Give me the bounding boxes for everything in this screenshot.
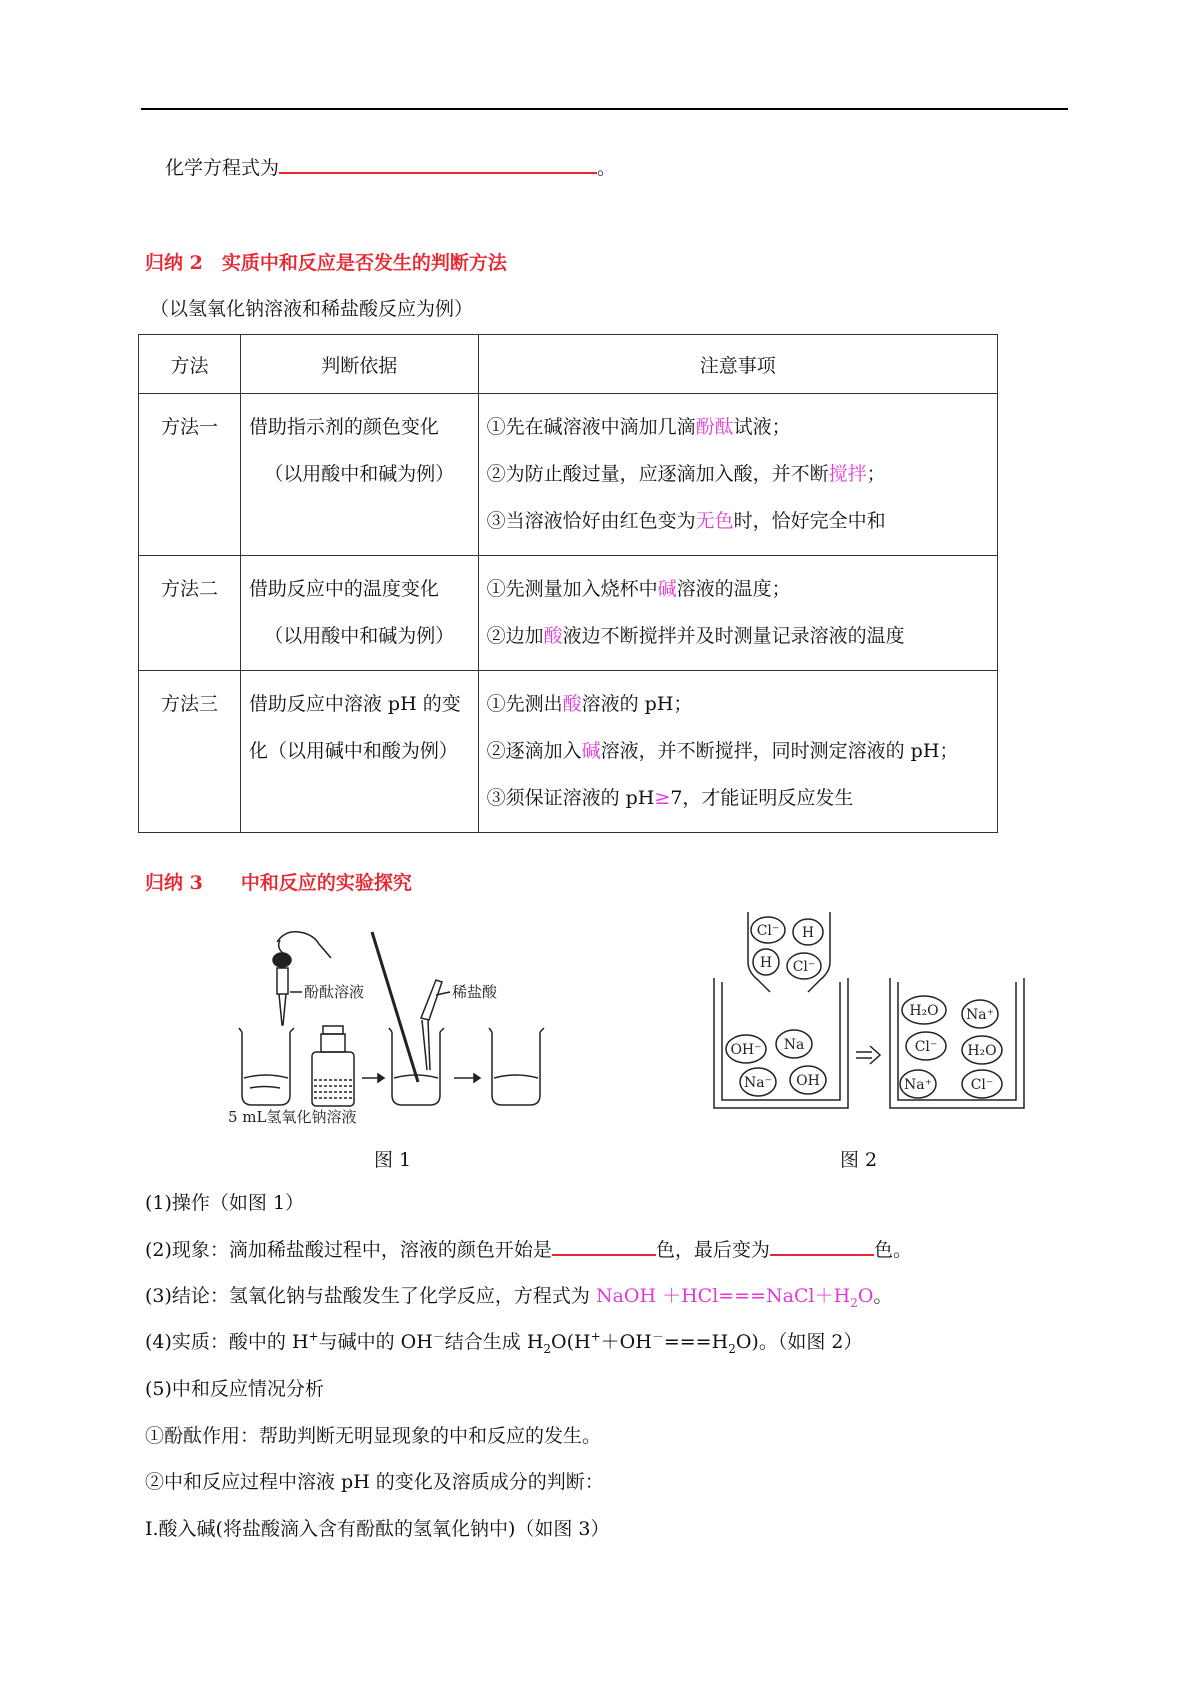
note-line: [487, 681, 989, 728]
note-highlight: 碱: [581, 740, 601, 762]
notes-cell: [478, 556, 997, 671]
arrow-icon: [474, 1074, 480, 1082]
ion-label: Na⁺: [966, 1007, 994, 1023]
section3-heading: 归纳 3 中和反应的实验探究: [145, 872, 412, 894]
note-text: ③当溶液恰好由红色变为: [486, 510, 696, 532]
methods-table: [138, 334, 998, 833]
note-highlight: 酸: [562, 693, 582, 715]
basis-line: 借助指示剂的颜色变化: [248, 416, 439, 438]
table-row: [139, 671, 998, 833]
note-text: ①先测量加入烧杯中: [486, 578, 658, 600]
section2-heading: 归纳 2 实质中和反应是否发生的判断方法: [145, 252, 507, 274]
conclusion-equation: NaOH $+HCl===NaCl+H_2O$: [595, 1285, 874, 1310]
note-text: 溶液的温度；: [676, 578, 791, 600]
note-text: ②边加: [486, 625, 544, 647]
section2-subtitle: （以氢氧化钠溶液和稀盐酸反应为例）: [150, 298, 474, 320]
header-basis: 判断依据: [240, 335, 478, 394]
note-line: [487, 728, 989, 775]
item-role: ①酚酞作用：帮助判断无明显现象的中和反应的发生。: [145, 1425, 602, 1447]
color-blank-1: [552, 1238, 656, 1256]
equation-blank: [279, 156, 597, 174]
figure-1-caption: 图 1: [374, 1149, 412, 1171]
basis-line: 借助反应中溶液 pH 的变: [248, 693, 461, 715]
header-method: 方法: [139, 335, 241, 394]
figure-2-ions: [712, 912, 1032, 1122]
ion-label: H₂O: [909, 1003, 939, 1019]
note-line: [487, 404, 989, 451]
note-highlight: 酸: [543, 625, 563, 647]
header-rule: [141, 108, 1068, 110]
item-operation: (1)操作（如图 1）: [145, 1192, 305, 1214]
ion-label: H: [801, 925, 815, 941]
note-text: 液边不断搅拌并及时测量记录溶液的温度: [562, 625, 905, 647]
note-text: ②为防止酸过量，应逐滴加入酸，并不断: [486, 463, 829, 485]
label-hcl: 稀盐酸: [452, 983, 498, 1001]
header-notes: 注意事项: [478, 335, 997, 394]
ion-label: Cl⁻: [756, 923, 780, 939]
note-text: ①先测出: [486, 693, 563, 715]
stirring-rod-icon: [372, 932, 418, 1082]
ion-label: H₂O: [967, 1043, 997, 1059]
method-cell: 方法一: [139, 394, 241, 556]
note-text: 溶液，并不断搅拌，同时测定溶液的 pH；: [600, 740, 959, 762]
beaker-3-icon: [492, 1032, 540, 1105]
note-text: 7，才能证明反应发生: [670, 787, 854, 809]
ion-label: Na⁻: [744, 1075, 772, 1091]
note-text: 试液；: [733, 416, 791, 438]
equation-prefix: 化学方程式为: [165, 157, 280, 179]
ion-label: Cl⁻: [914, 1039, 938, 1055]
note-line: [487, 451, 989, 498]
method-cell: 方法二: [139, 556, 241, 671]
basis-cell: [240, 394, 478, 556]
basis-line: 借助反应中的温度变化: [248, 578, 439, 600]
ion-label: OH⁻: [730, 1042, 762, 1058]
note-text: 溶液的 pH；: [581, 693, 693, 715]
ion-label: OH: [796, 1073, 820, 1089]
bottle-icon: [312, 1052, 354, 1106]
note-text: ；: [866, 463, 886, 485]
table-header-row: [139, 335, 998, 394]
basis-line: （以用酸中和碱为例）: [264, 625, 455, 647]
note-line: [487, 566, 989, 613]
beaker-1-icon: [242, 1032, 290, 1105]
equation-suffix: 。: [597, 157, 617, 179]
note-text: ②逐滴加入: [486, 740, 582, 762]
figure-2-caption: 图 2: [840, 1149, 878, 1171]
note-highlight: 碱: [657, 578, 677, 600]
note-highlight: 搅拌: [828, 463, 867, 485]
ion-label: Cl⁻: [792, 959, 816, 975]
ion-label: Na⁺: [904, 1077, 932, 1093]
beaker-2-icon: [392, 1032, 440, 1105]
basis-line: 化（以用碱中和酸为例）: [248, 740, 458, 762]
basis-line: （以用酸中和碱为例）: [264, 463, 455, 485]
item-conclusion: (3)结论：氢氧化钠与盐酸发生了化学反应，方程式为 NaOH $+HCl===NaCl+H_2O$。: [145, 1285, 893, 1310]
label-phenolphthalein: 酚酞溶液: [304, 983, 365, 1001]
table-row: [139, 394, 998, 556]
note-highlight: 无色: [695, 510, 734, 532]
note-text: ①先在碱溶液中滴加几滴: [486, 416, 696, 438]
equation-line: [165, 156, 616, 180]
item-essence: (4)实质：酸中的 H+与碱中的 OH－结合生成 $H_2O(H^++OH^-===H_2O)$。（如图 2）: [145, 1329, 863, 1356]
note-highlight: 酚酞: [695, 416, 734, 438]
item-case1: Ⅰ.酸入碱(将盐酸滴入含有酚酞的氢氧化钠中)（如图 3）: [145, 1518, 610, 1540]
figure-1-apparatus: [222, 920, 582, 1125]
item-phenomenon: (2)现象：滴加稀盐酸过程中，溶液的颜色开始是 色，最后变为 色。: [145, 1239, 912, 1261]
item-analysis: (5)中和反应情况分析: [145, 1378, 324, 1400]
dropper-bulb-icon: [273, 953, 291, 967]
arrow-icon: [378, 1074, 384, 1082]
note-text: 时，恰好完全中和: [733, 510, 886, 532]
note-text: ③须保证溶液的 pH: [486, 787, 655, 809]
table-row: [139, 556, 998, 671]
note-line: [487, 613, 989, 660]
method-cell: 方法三: [139, 671, 241, 833]
ion-label: Cl⁻: [970, 1077, 994, 1093]
note-highlight: ≥: [654, 787, 671, 809]
ion-label: H: [759, 955, 773, 971]
color-blank-2: [770, 1238, 874, 1256]
notes-cell: [478, 394, 997, 556]
ion-label: Na: [783, 1037, 805, 1053]
dropper-icon: [421, 980, 442, 1020]
notes-cell: [478, 671, 997, 833]
note-line: [487, 775, 989, 822]
arrow-icon: [870, 1046, 880, 1064]
basis-cell: [240, 556, 478, 671]
basis-cell: [240, 671, 478, 833]
item-change: ②中和反应过程中溶液 pH 的变化及溶质成分的判断：: [145, 1471, 604, 1493]
note-line: [487, 498, 989, 545]
label-naoh: 5 mL氢氧化钠溶液: [228, 1108, 357, 1125]
